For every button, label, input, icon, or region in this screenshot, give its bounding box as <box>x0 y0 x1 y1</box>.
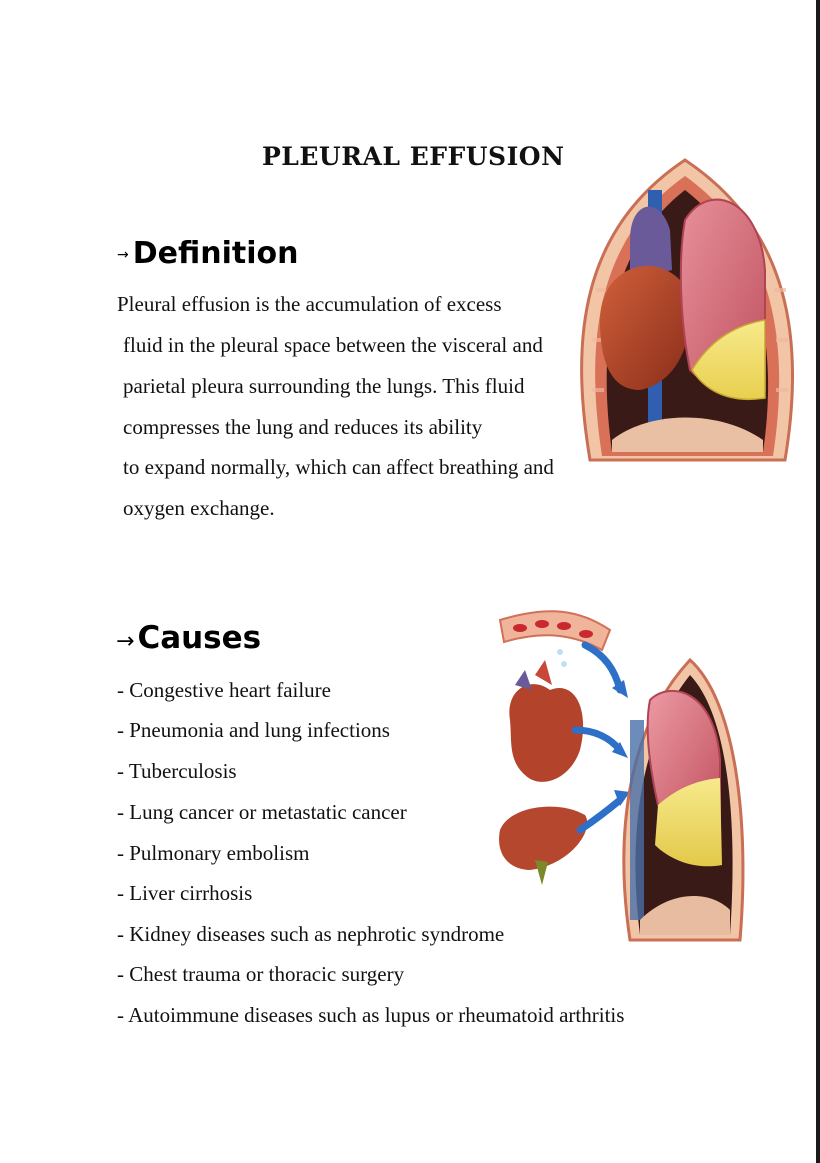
arrow-icon: → <box>116 629 135 654</box>
cause-item: - Tuberculosis <box>117 759 237 783</box>
cause-item: - Pneumonia and lung infections <box>117 718 390 742</box>
cause-item: - Liver cirrhosis <box>117 881 253 905</box>
causes-heading <box>116 620 261 656</box>
cause-item: - Kidney diseases such as nephrotic syndrome <box>117 922 505 946</box>
cause-item: - Chest trauma or thoracic surgery <box>117 962 405 986</box>
definition-line: to expand normally, which can affect breathing and <box>123 455 554 479</box>
definition-line: Pleural effusion is the accumulation of excess <box>117 292 502 316</box>
cause-item: - Lung cancer or metastatic cancer <box>117 800 407 824</box>
cause-item: - Congestive heart failure <box>117 678 331 702</box>
definition-line: oxygen exchange. <box>123 496 275 520</box>
definition-line: parietal pleura surrounding the lungs. This fluid <box>123 374 525 398</box>
page-edge <box>816 0 820 1163</box>
definition-line: compresses the lung and reduces its ability <box>123 415 483 439</box>
definition-line: fluid in the pleural space between the visceral and <box>123 333 543 357</box>
causes-organs-illustration <box>490 590 755 960</box>
arrow-icon: → <box>117 246 129 263</box>
definition-heading-text: Definition <box>132 236 299 271</box>
chest-cross-section-illustration <box>560 140 810 500</box>
definition-heading <box>117 236 298 271</box>
cause-item: - Autoimmune diseases such as lupus or rheumatoid arthritis <box>117 1003 625 1027</box>
causes-heading-text: Causes <box>137 620 262 656</box>
page-title: PLEURAL EFFUSION <box>262 142 565 171</box>
cause-item: - Pulmonary embolism <box>117 841 310 865</box>
